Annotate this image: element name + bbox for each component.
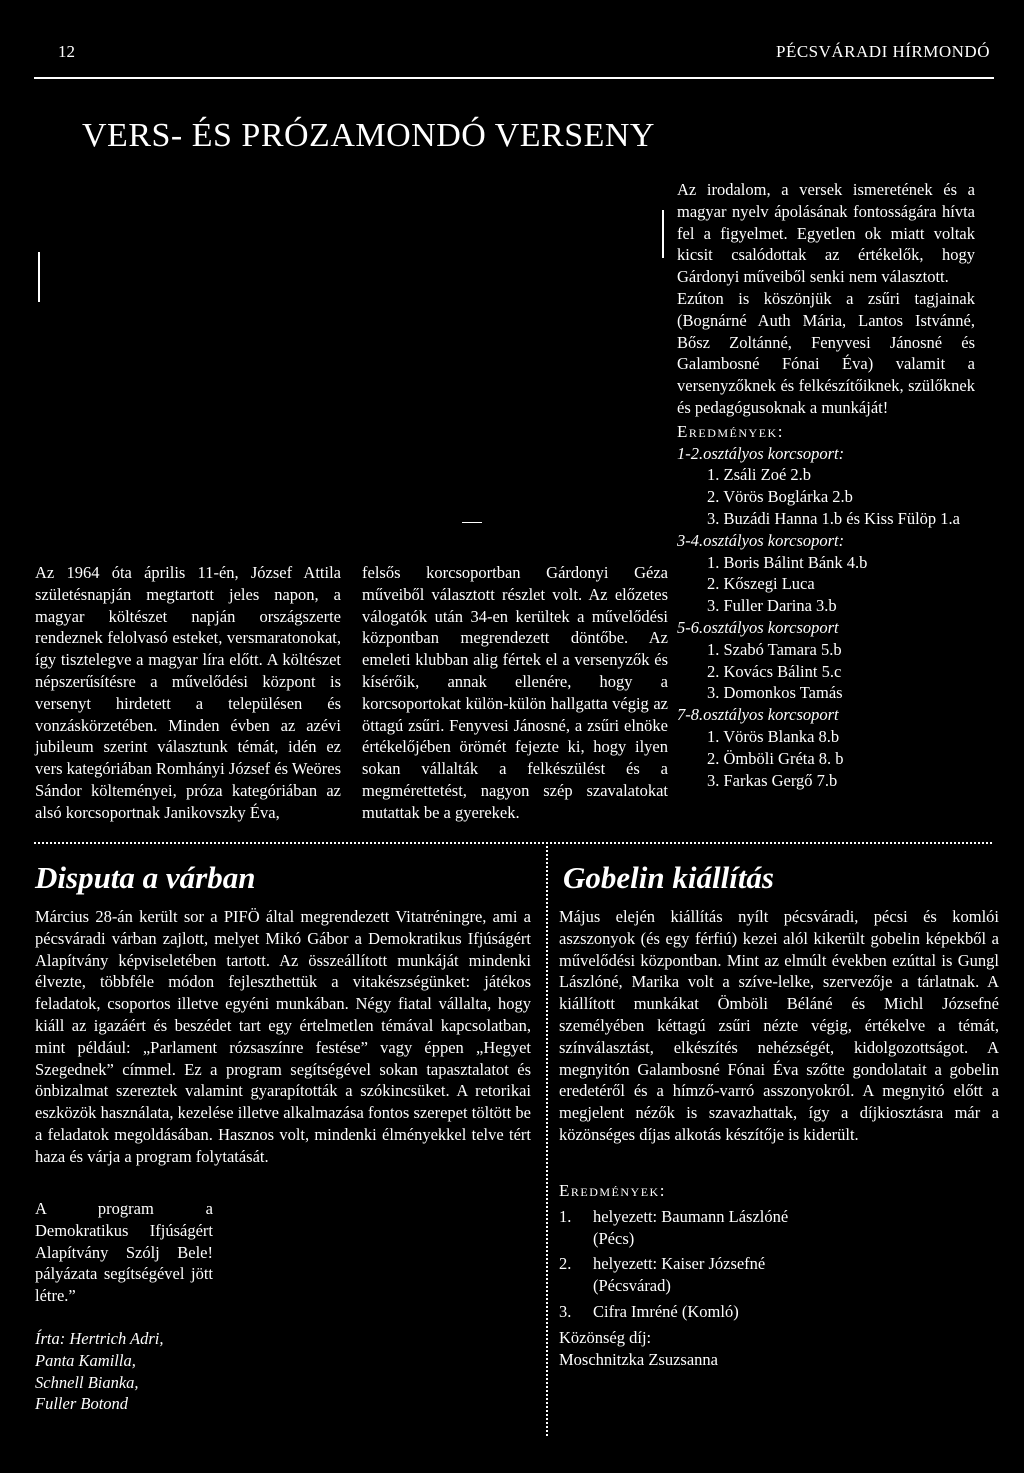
disputa-paragraph: Március 28-án került sor a PIFÖ által megrendezett Vitatréningre, ami a pécsváradi várban zajlott, melyet Mikó Gábor a Demokratikus Ifjúságért Alapítvány képviseletében tartott. Az összeállított munkáját mindenki élvezte, többféle módon fejleszthettük a vitakészségünket: játékos feladatok, csoportos illetve egyéni munkában. Négy fiatal vállalta, hogy kiáll az igazáért és beszédet tart egy értelmetlen témával kapcsolatban, mint például: „Parlament rózsaszínre festése” vagy éppen „Hegyet Szegednek” címmel. Ez a program segítségével sokan tapasztalatot és önbizalmat szereztek valamint gyarapították a szókincsüket. A retorikai eszközök használata, kezelése illetve alkalmazása fontos szerepet töltött be a feladatok megoldásában. Hasznos volt, mindenki élményekkel telve tért haza és várja a program folytatását. xyxy=(35,907,531,1166)
disputa-body xyxy=(35,906,531,1168)
gobelin-results-heading: Eredmények: xyxy=(559,1181,666,1200)
verse-paragraph-3: Az irodalom, a versek ismeretének és a magyar nyelv ápolásának fontosságára hívta fel a figyelmet. Egyetlen ok miatt voltak kicsit csalódottak az értékelők, hogy Gárdonyi műveiből senki nem választott. xyxy=(677,180,975,287)
result-entry: 1. Vörös Blanka 8.b xyxy=(707,726,840,746)
place-number: 2. xyxy=(559,1254,572,1274)
disputa-title: Disputa a várban xyxy=(35,860,256,895)
results-list xyxy=(677,443,975,792)
verse-column-2 xyxy=(362,562,668,824)
age-group-heading: 5-6.osztályos korcsoport xyxy=(677,617,839,637)
gobelin-place-1 xyxy=(559,1206,793,1250)
verse-paragraph-1: Az 1964 óta április 11-én, József Attila születésnapján megtartott jeles napon, a magyar költészet napján országszerte rendeznek felolvasó esteket, versmaratonokat, így tisztelegve a magyar líra előtt. A költészet népszerűsítésre a művelődési központ is versenyt hirdetett a településen és vonzáskörzetében. Minden évben az azévi jubileum szerint választunk témát, idén ez vers kategóriában Romhányi József és Weöres Sándor költeményei, próza kategóriában az alsó korcsoportnak Janikovszky Éva, xyxy=(35,563,341,822)
age-group-list xyxy=(677,639,975,704)
column-divider xyxy=(546,846,548,1436)
verse-column-3 xyxy=(677,179,975,791)
verse-paragraph-4: Ezúton is köszönjük a zsűri tagjainak (Bognárné Auth Mária, Lantos Istvánné, Bősz Zoltánné, Fenyvesi Jánosné és Galambosné Fónai Éva) valamit a versenyzőknek és felkészítőiknek, szülőknek és pedagógusoknak a munkáját! xyxy=(677,288,975,417)
section-divider xyxy=(34,842,992,844)
result-entry: 3. Domonkos Tamás xyxy=(707,683,843,703)
result-entry: 2. Kovács Bálint 5.c xyxy=(707,661,842,681)
page-number: 12 xyxy=(58,42,75,61)
article-title: VERS- ÉS PRÓZAMONDÓ VERSENY xyxy=(82,117,655,154)
audience-label: Közönség díj: xyxy=(559,1327,652,1347)
verse-paragraph-2: felsős korcsoportban Gárdonyi Géza műveiből választott részlet volt. Az előzetes válogatók után 34-en kerültek a művelődési központban megrendezett döntőbe. Az emeleti klubban alig fértek el a versenyzők és kísérőik, annak ellenére, hogy a korcsoportokat külön-külön hallgatta végig az öttagú zsűri. Fenyvesi Jánosné, a zsűri elnöke értékelőjében örömét fejezte ki, hogy ilyen sokan vállalták a felkészülést és a megmérettetést, nagyon szép szavalatokat mutattak be a gyerekek. xyxy=(362,563,668,822)
magazine-title: PÉCSVÁRADI HÍRMONDÓ xyxy=(776,42,990,61)
audience-winner: Moschnitzka Zsuzsanna xyxy=(559,1349,718,1369)
disputa-author xyxy=(35,1328,235,1415)
age-group-list xyxy=(677,552,975,617)
result-entry: 1. Zsáli Zoé 2.b xyxy=(707,465,812,485)
age-group-heading: 1-2.osztályos korcsoport: xyxy=(677,443,845,463)
place-text: helyezett: Kaiser Józsefné (Pécsvárad) xyxy=(593,1254,766,1296)
gobelin-body xyxy=(559,906,999,1146)
result-entry: 3. Fuller Darina 3.b xyxy=(707,596,837,616)
result-entry: 2. Vörös Boglárka 2.b xyxy=(707,487,853,507)
frame-line-right xyxy=(662,210,664,258)
result-entry: 2. Ömböli Gréta 8. b xyxy=(707,748,844,768)
result-entry: 1. Boris Bálint Bánk 4.b xyxy=(707,552,868,572)
age-group-list xyxy=(677,726,975,791)
result-entry: 3. Buzádi Hanna 1.b és Kiss Fülöp 1.a xyxy=(707,508,960,528)
author-line: Írta: Hertrich Adri, xyxy=(35,1329,164,1348)
result-entry: 3. Farkas Gergő 7.b xyxy=(707,770,838,790)
age-group-heading: 3-4.osztályos korcsoport: xyxy=(677,530,845,550)
frame-mark xyxy=(462,522,482,523)
gobelin-results xyxy=(559,1180,859,1370)
frame-line-left xyxy=(38,252,40,302)
author-line: Schnell Bianka, xyxy=(35,1372,139,1392)
age-group-list xyxy=(677,464,975,529)
gobelin-title: Gobelin kiállítás xyxy=(563,860,774,895)
place-text: Cifra Imréné (Komló) xyxy=(593,1301,739,1321)
header-rule xyxy=(34,77,994,79)
author-line: Fuller Botond xyxy=(35,1394,129,1414)
author-line: Panta Kamilla, xyxy=(35,1350,136,1370)
age-group-heading: 7-8.osztályos korcsoport xyxy=(677,705,839,725)
place-text: helyezett: Baumann Lászlóné (Pécs) xyxy=(593,1206,789,1248)
gobelin-paragraph: Május elején kiállítás nyílt pécsváradi, pécsi és komlói aszszonyok (és egy férfiú) kezei alól kikerült gobelin képekből a művelődési központban. Mint az elmúlt években ezúttal is Gungl Lászlóné, Marika volt a szíve-lelke, szervezője a tárlatnak. A kiállított munkákat Ömböli Béláné és Michl Józsefné személyében kéttagú zsűri nézte végig, értékelve a témát, színválasztást, elkészítés nehézségét, kidolgozottságot. A megnyitón Galambosné Fónai Éva szőtte gondolatait a gobelin eredetéről és a hímző-varró asszonyokról. A megnyitó előtt a megjelent nézők is szavazhattak, így a díjkiosztásra már a közönséges díjas alkotás készítője is kiderült. xyxy=(559,907,999,1144)
verse-column-1 xyxy=(35,562,341,824)
gobelin-place-2 xyxy=(559,1253,793,1297)
place-number: 3. xyxy=(559,1301,572,1321)
place-number: 1. xyxy=(559,1206,572,1226)
disputa-program-note: A program a Demokratikus Ifjúságért Alapítvány Szólj Bele! pályázata segítségével jött létre.” xyxy=(35,1199,213,1306)
results-heading: Eredmények: xyxy=(677,421,784,441)
gobelin-place-3 xyxy=(559,1301,743,1323)
result-entry: 1. Szabó Tamara 5.b xyxy=(707,639,842,659)
result-entry: 2. Kőszegi Luca xyxy=(707,574,815,594)
